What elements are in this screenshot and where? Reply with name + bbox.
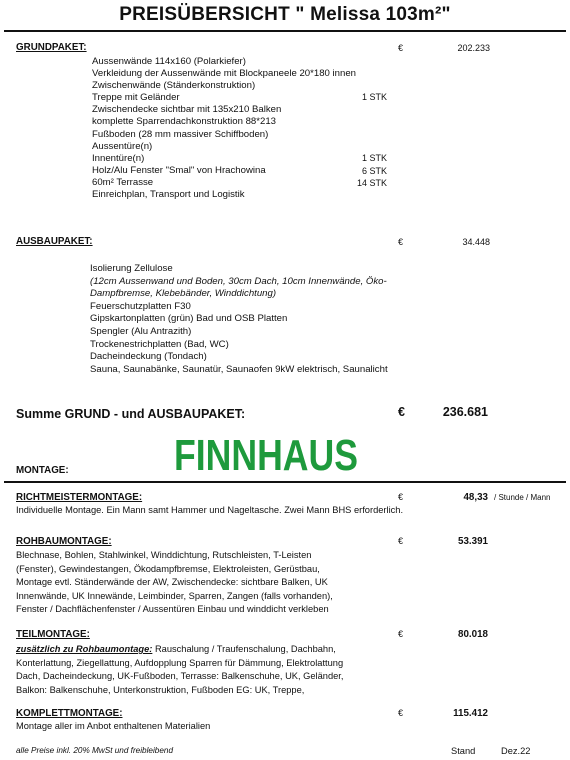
ausbaupaket-price: 34.448	[462, 237, 490, 247]
richtmeister-unit: / Stunde / Mann	[494, 493, 551, 502]
qty-fenster: 14 STK	[356, 178, 387, 188]
list-item: Zwischenwände (Ständerkonstruktion)	[92, 80, 256, 92]
page-title: PREISÜBERSICHT " Melissa 103m²"	[119, 4, 451, 25]
svg-text:FINNHAUS: FINNHAUS	[174, 431, 358, 480]
summe-currency: €	[398, 405, 405, 419]
list-item: komplette Sparrendachkonstruktion 88*213	[92, 116, 276, 128]
text-line: Individuelle Montage. Ein Mann samt Hammer und Nageltasche. Zwei Mann BHS erforderlich.	[16, 505, 404, 515]
rohbau-currency: €	[398, 536, 404, 546]
richtmeister-price: 48,33	[463, 492, 488, 503]
list-item: Feuerschutzplatten F30	[90, 300, 191, 312]
text-line: Montage evtl. Ständerwände der AW, Zwischendecke: sichtbare Balken, UK	[16, 577, 328, 588]
list-item: Dacheindeckung (Tondach)	[90, 351, 207, 363]
finnhaus-logo	[172, 431, 360, 480]
list-item: Trockenestrichplatten (Bad, WC)	[90, 338, 229, 350]
montage-rule	[4, 481, 566, 483]
list-item: Isolierung Zellulose	[90, 263, 173, 274]
list-item: Fußboden (28 mm massiver Schiffboden)	[92, 128, 269, 140]
qty-innentuer: 6 STK	[361, 166, 387, 176]
ausbaupaket-heading: AUSBAUPAKET:	[16, 236, 93, 247]
montage-heading: MONTAGE:	[16, 465, 69, 476]
list-item: Sauna, Saunabänke, Saunatür, Saunaofen 9kW elektrisch, Saunalicht	[90, 363, 388, 375]
footer-stand-value: Dez.22	[501, 746, 531, 756]
teilmontage-price: 80.018	[458, 629, 488, 640]
text-line: Dach, Dacheindeckung, UK-Fußboden, Terrasse: Balkenschuhe, UK, Geländer,	[16, 671, 344, 682]
list-item: Holz/Alu Fenster "Smal" von Hrachowina	[92, 164, 266, 176]
rohbau-heading: ROHBAUMONTAGE:	[16, 536, 112, 547]
komplettmontage-currency: €	[398, 708, 404, 718]
list-item: Treppe mit Geländer	[92, 92, 180, 104]
list-item: Zwischendecke sichtbar mit 135x210 Balken	[92, 104, 282, 116]
text-line: Balkon: Balkenschuhe, Unterkonstruktion, Fußboden EG: UK, Treppe,	[16, 684, 305, 695]
rohbau-price: 53.391	[458, 536, 488, 547]
list-item: (12cm Aussenwand und Boden, 30cm Dach, 10cm Innenwände, Öko-	[90, 275, 387, 287]
title-rule	[4, 30, 566, 32]
text-line: Blechnase, Bohlen, Stahlwinkel, Winddichtung, Rutschleisten, T-Leisten	[16, 550, 312, 560]
list-item: Spengler (Alu Antrazith)	[90, 325, 192, 337]
komplettmontage-heading: KOMPLETTMONTAGE:	[16, 708, 123, 719]
text-line: Innenwände, UK Innewände, Leimbinder, Sparren, Zangen (falls vorhanden),	[16, 590, 333, 601]
grundpaket-heading: GRUNDPAKET:	[16, 42, 87, 53]
teilmontage-currency: €	[398, 629, 404, 639]
list-item: Dampfbremse, Klebebänder, Winddichtung)	[90, 288, 277, 300]
teilmontage-text	[16, 643, 536, 697]
list-item: Gipskartonplatten (grün) Bad und OSB Platten	[90, 313, 288, 325]
list-item: Aussenwände 114x160 (Polarkiefer)	[92, 56, 246, 67]
teilmontage-heading: TEILMONTAGE:	[16, 629, 90, 640]
grundpaket-items	[92, 56, 356, 201]
rohbau-text	[16, 549, 536, 617]
footer-stand-label: Stand	[451, 746, 476, 756]
qty-aussentuer: 1 STK	[361, 153, 387, 163]
teilmontage-lead: zusätzlich zu Rohbaumontage:	[16, 644, 153, 654]
text-line: Konterlattung, Ziegellattung, Aufdopplung Sparren für Dämmung, Elektrolattung	[16, 657, 344, 668]
list-item: 60m² Terrasse	[92, 176, 154, 188]
ausbaupaket-currency: €	[398, 237, 404, 247]
komplettmontage-price: 115.412	[453, 708, 488, 719]
qty-treppe: 1 STK	[361, 92, 387, 102]
text-line: (Fenster), Gewindestangen, Ökodampfbremse, Elektroleisten, Gerüstbau,	[16, 563, 320, 574]
komplettmontage-text	[16, 720, 536, 734]
summe-price: 236.681	[442, 405, 488, 419]
list-item: Einreichplan, Transport und Logistik	[92, 189, 245, 201]
richtmeister-text	[16, 504, 536, 518]
footer-note: alle Preise inkl. 20% MwSt und freibleibend	[16, 746, 174, 755]
list-item: Innentüre(n)	[92, 152, 145, 164]
grundpaket-currency: €	[398, 43, 404, 53]
summe-label: Summe GRUND - und AUSBAUPAKET:	[16, 407, 246, 421]
list-item: Verkleidung der Aussenwände mit Blockpaneele 20*180 innen	[92, 68, 357, 80]
text-line: Fenster / Dachflächenfenster / Aussentüren Einbau und winddicht verkleben	[16, 604, 329, 615]
richtmeister-currency: €	[398, 492, 404, 502]
grundpaket-price: 202.233	[457, 43, 490, 53]
list-item: Aussentüre(n)	[92, 140, 153, 152]
text-line: Rauschalung / Traufenschalung, Dachbahn,	[152, 644, 336, 654]
richtmeister-heading: RICHTMEISTERMONTAGE:	[16, 492, 143, 503]
ausbaupaket-items	[90, 263, 388, 376]
text-line: Montage aller im Anbot enthaltenen Materialien	[16, 721, 211, 731]
